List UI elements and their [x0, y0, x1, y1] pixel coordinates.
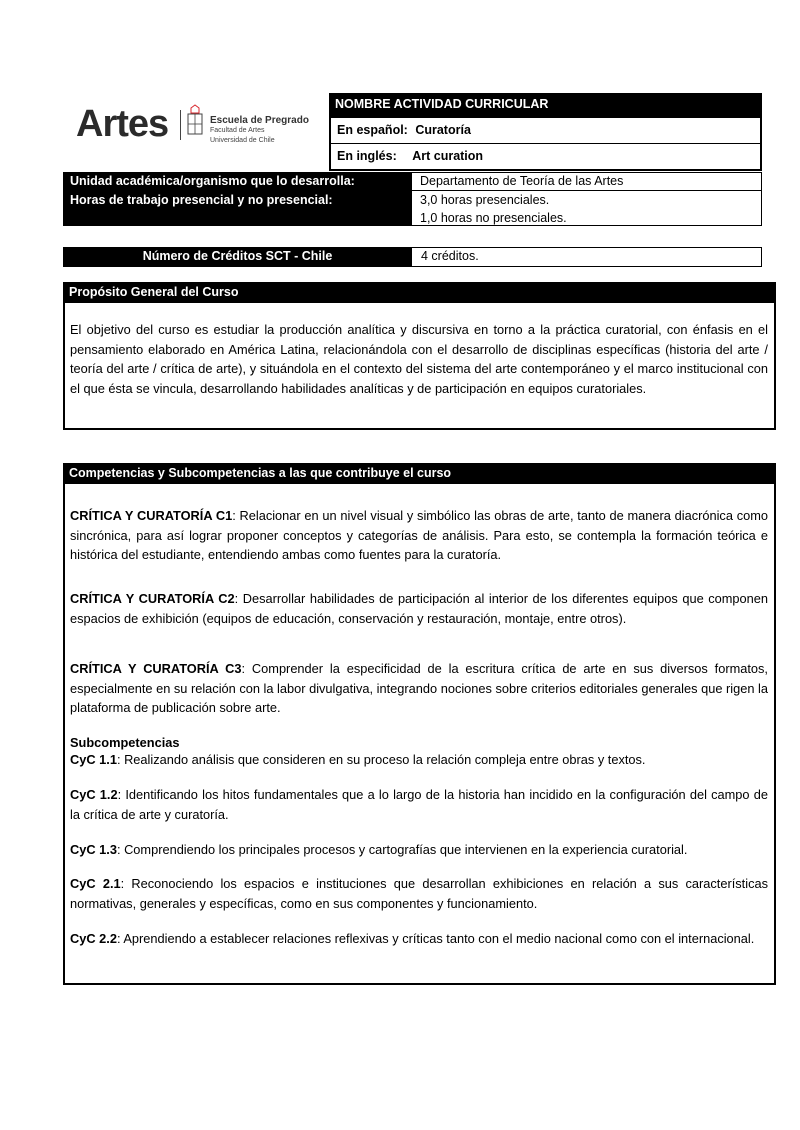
competency-c2-title: CRÍTICA Y CURATORÍA C2: [70, 591, 235, 606]
course-name-en-value: Art curation: [412, 149, 484, 163]
hours-presential-value: 3,0 horas presenciales.: [420, 193, 550, 207]
subcompetency-2-2-title: CyC 2.2: [70, 931, 117, 946]
unit-value: Departamento de Teoría de las Artes: [420, 174, 624, 188]
subcompetency-1-2-text: : Identificando los hitos fundamentales que a lo largo de la historia han incidido en la configuración del campo de la crítica de arte y curatoría.: [70, 787, 768, 822]
course-name-header: NOMBRE ACTIVIDAD CURRICULAR: [329, 93, 762, 118]
logo-divider: [180, 110, 181, 140]
subcompetency-2-1: [70, 874, 768, 913]
university-seal-icon: [186, 104, 204, 140]
school-label: [210, 116, 309, 146]
course-name-en-label: En inglés:: [337, 149, 397, 163]
faculty-name: Facultad de Artes: [210, 127, 265, 134]
competency-c1-title: CRÍTICA Y CURATORÍA C1: [70, 508, 233, 523]
competency-c2: [70, 589, 768, 628]
subcompetency-2-2: [70, 929, 768, 949]
unit-label: Unidad académica/organismo que lo desarrolla:: [70, 174, 355, 188]
subcompetencies-title: Subcompetencias: [70, 735, 180, 750]
subcompetency-1-3: [70, 840, 768, 860]
university-name: Universidad de Chile: [210, 137, 275, 144]
school-name: Escuela de Pregrado: [210, 115, 309, 126]
competencies-header: Competencias y Subcompetencias a las que contribuye el curso: [63, 463, 776, 484]
competency-c3-text: : Comprender la especificidad de la escritura crítica de arte en sus diversos formatos, especialmente en su relación con la labor divulgativa, integrando nociones sobre criterios editoriales generales que rigen la plataforma de publicación sobre arte.: [70, 661, 768, 715]
hours-nonpresential-value: 1,0 horas no presenciales.: [420, 211, 567, 225]
course-name-es-row: [329, 118, 762, 144]
unit-table-divider: [412, 190, 762, 191]
course-name-es-value: Curatoría: [415, 123, 471, 137]
subcompetency-1-1-title: CyC 1.1: [70, 752, 117, 767]
artes-logo: [76, 104, 168, 144]
subcompetency-1-2: [70, 785, 768, 824]
competency-c1-text: : Relacionar en un nivel visual y simbólico las obras de arte, tanto de manera diacrónica como sincrónica, para así lograr proponer conceptos y categorías de análisis. Para esto, se contempla la formación teórica e histórica del estudiante, entendiendo ambas como fuentes para la curatoría.: [70, 508, 768, 562]
competency-c3-title: CRÍTICA Y CURATORÍA C3: [70, 661, 242, 676]
credits-value: 4 créditos.: [421, 249, 479, 263]
subcompetency-1-1-text: : Realizando análisis que consideren en su proceso la relación compleja entre obras y textos.: [116, 752, 646, 767]
artes-logo-text: Artes: [76, 103, 169, 145]
subcompetency-1-3-text: : Comprendiendo los principales procesos y cartografías que intervienen en la experiencia curatorial.: [116, 842, 688, 857]
subcompetency-1-3-title: CyC 1.3: [70, 842, 117, 857]
subcompetency-2-1-text: : Reconociendo los espacios e instituciones que desarrollan exhibiciones en relación a sus características normativas, generales y específicas, como en sus componentes y funcionamiento.: [70, 876, 768, 911]
purpose-text: El objetivo del curso es estudiar la producción analítica y discursiva en torno a la práctica curatorial, con énfasis en el pensamiento elaborado en América Latina, relacionándola con el desarrollo de disciplinas específicas (historia del arte / teoría del arte / crítica de arte), y situándola en el contexto del sistema del arte contemporáneo y el marco institucional con el que ésta se vincula, desarrollando habilidades analíticas y de participación en equipos curatoriales.: [70, 322, 768, 396]
purpose-header: Propósito General del Curso: [63, 282, 776, 303]
hours-label: Horas de trabajo presencial y no presencial:: [70, 193, 333, 207]
subcompetency-2-1-title: CyC 2.1: [70, 876, 121, 891]
course-name-es-label: En español:: [337, 123, 408, 137]
competency-c1: [70, 506, 768, 565]
subcompetency-2-2-text: : Aprendiendo a establecer relaciones reflexivas y críticas tanto con el medio nacional como con el internacional.: [116, 931, 755, 946]
subcompetency-1-1: [70, 750, 768, 770]
competency-c2-text: : Desarrollar habilidades de participación al interior de los diferentes equipos que componen espacios de exhibición (equipos de educación, conservación y restauración, montaje, entre otros).: [70, 591, 768, 626]
subcompetency-1-2-title: CyC 1.2: [70, 787, 118, 802]
credits-label: Número de Créditos SCT - Chile: [63, 247, 412, 267]
competency-c3: [70, 659, 768, 718]
course-name-en-row: [329, 144, 762, 170]
